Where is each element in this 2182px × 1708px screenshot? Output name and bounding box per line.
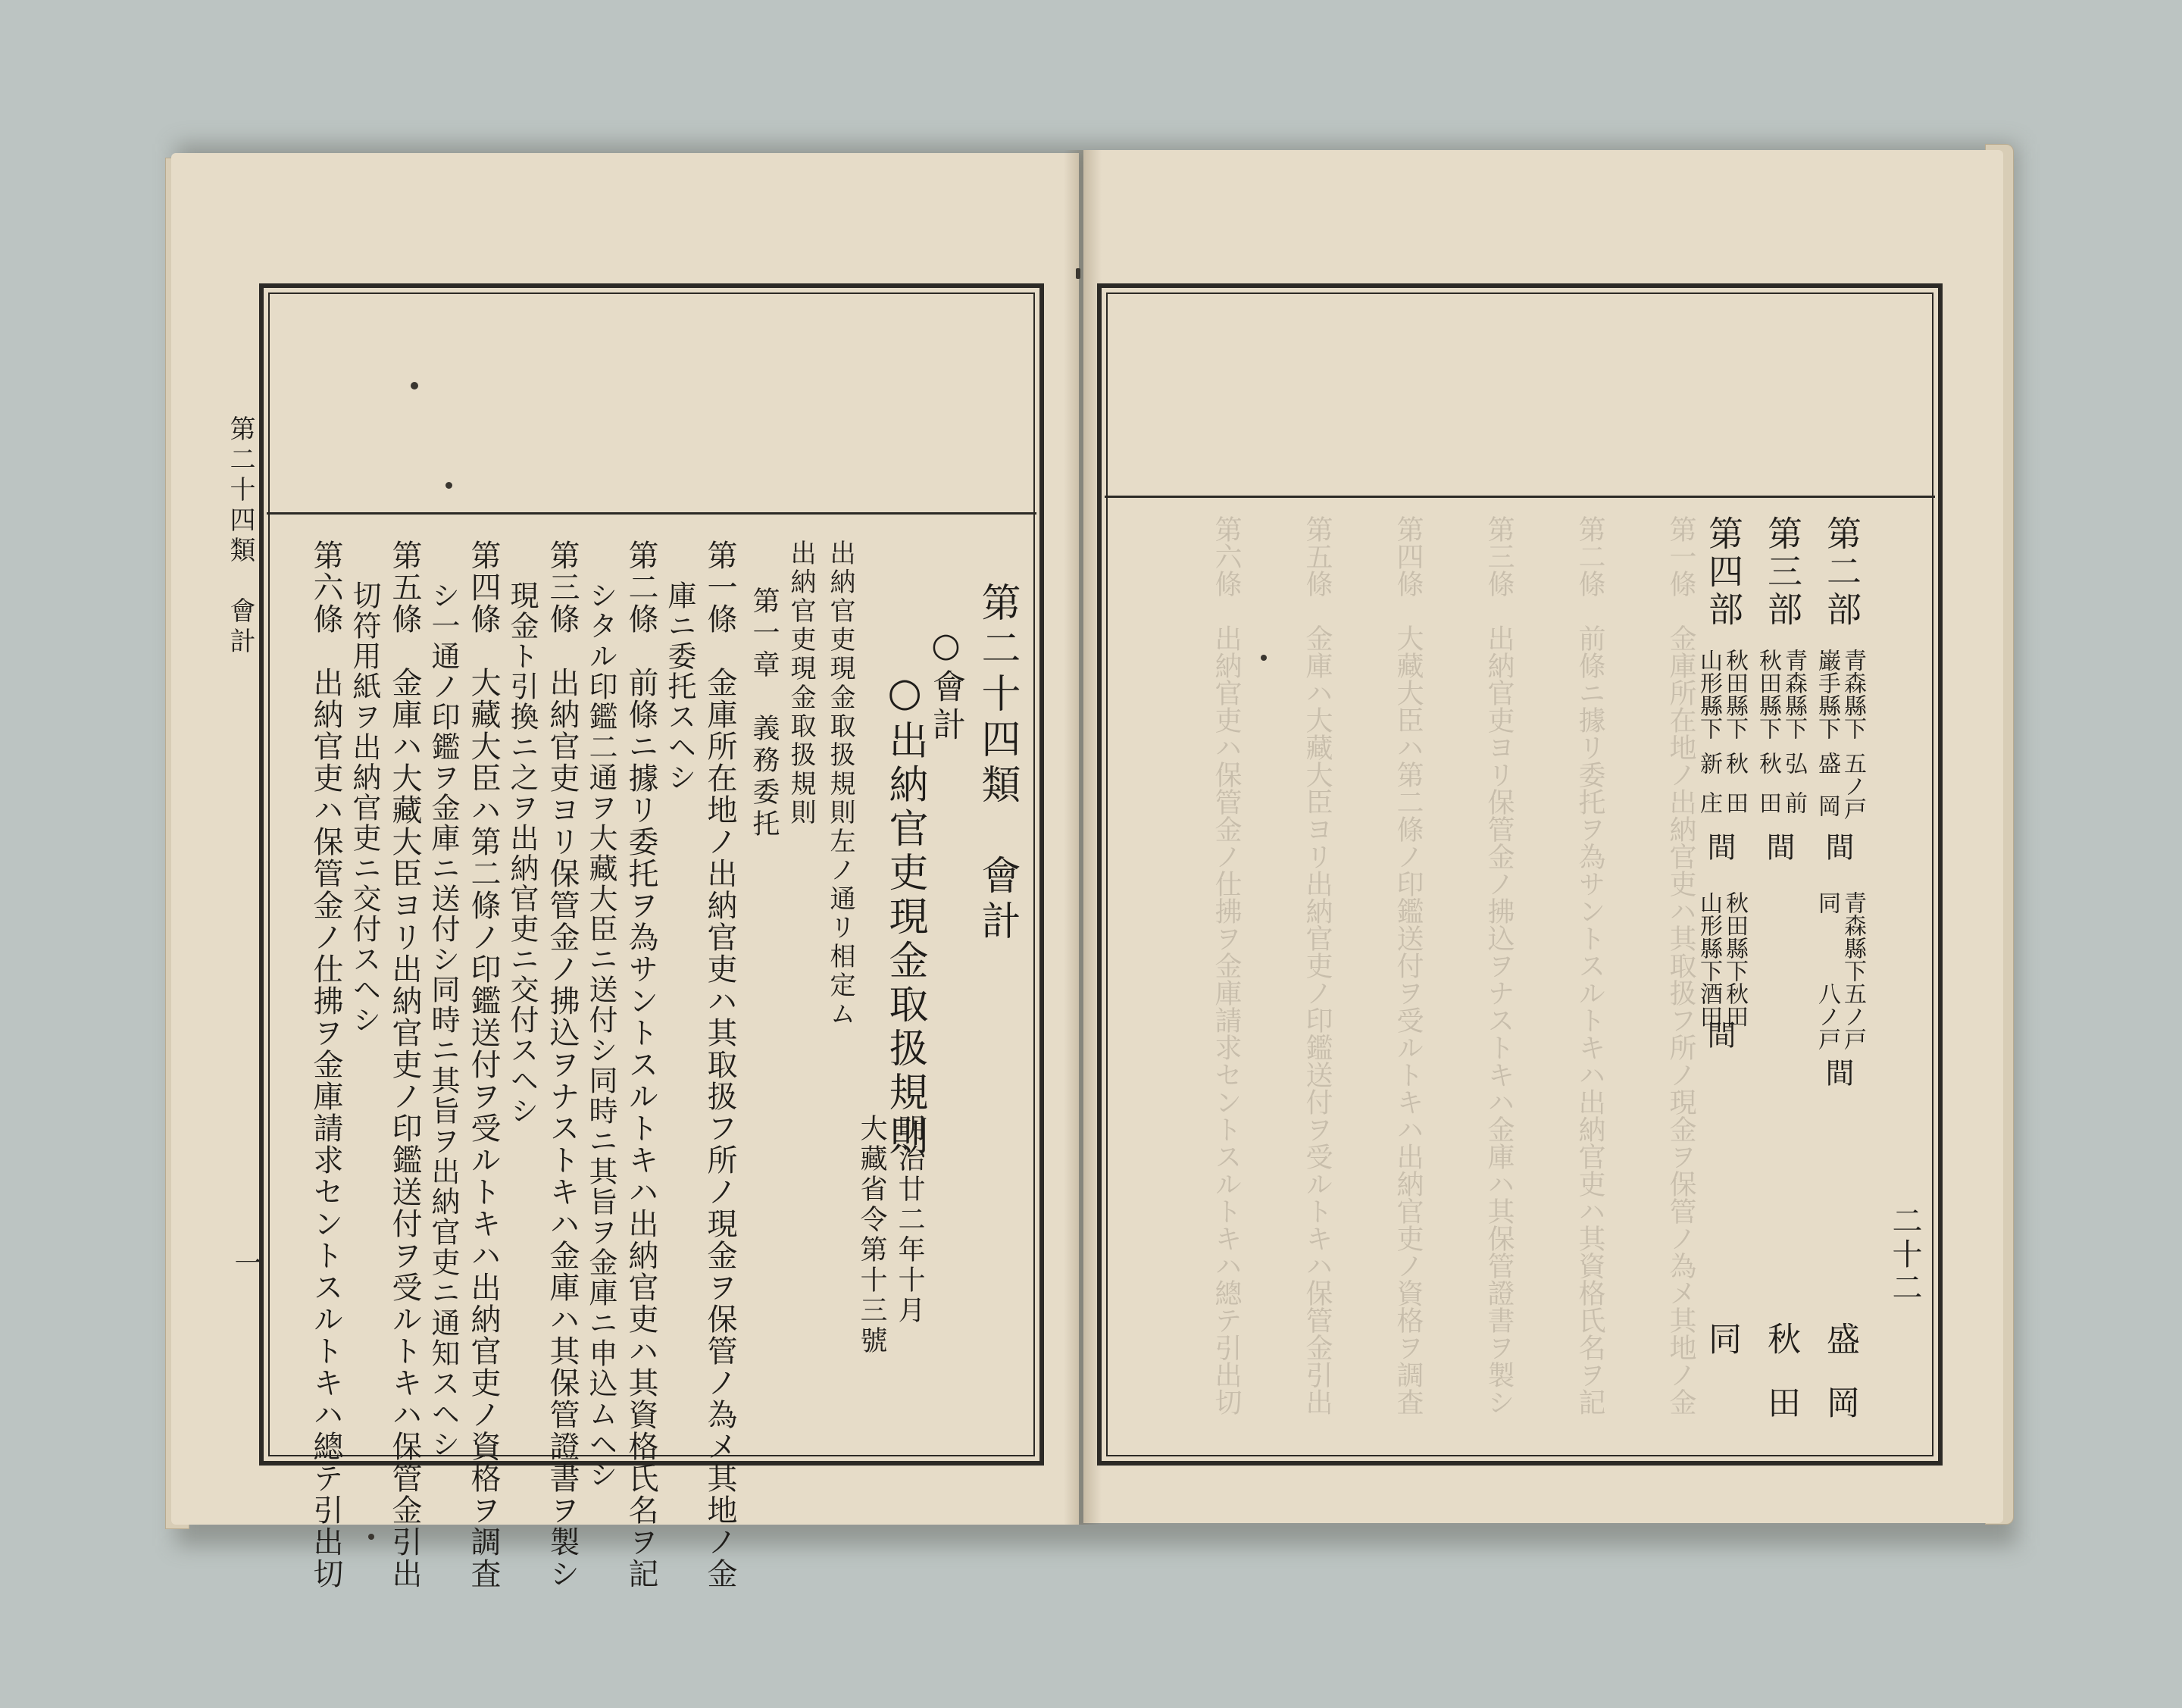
prefecture-name: 青森縣下 <box>1840 649 1866 740</box>
bleed-through-text: 第五條 金庫ハ大藏大臣ヨリ出納官吏ノ印鑑送付ヲ受ルトキハ保管金引出 <box>1302 515 1333 1416</box>
article-line: 第一條 金庫所在地ノ出納官吏ハ其取扱フ所ノ現金ヲ保管ノ為メ其地ノ金 <box>702 540 737 1590</box>
place-name: 秋田 <box>1755 752 1781 831</box>
paper-speck <box>411 382 418 389</box>
page-heading: 第二十四類 會計 <box>974 582 1020 946</box>
article-line: 現金ト引換ニ之ヲ出納官吏ニ交付スヘシ <box>505 580 539 1126</box>
left-header-rule <box>267 512 1036 515</box>
book-gutter <box>1064 150 1102 1525</box>
route-destination: 山形縣下酒田 <box>1696 891 1722 1028</box>
prefecture-name: 秋田縣下 <box>1755 649 1781 740</box>
article-line: 第六條 出納官吏ハ保管金ノ仕拂ヲ金庫請求セントスルトキハ總テ引出切 <box>308 540 343 1590</box>
decree-number: 大藏省令第十三號 <box>856 1114 887 1356</box>
article-line: シタル印鑑二通ヲ大藏大臣ニ送付シ同時ニ其旨ヲ金庫ニ申込ムヘシ <box>584 580 617 1490</box>
place-name: 盛岡 <box>1814 752 1840 837</box>
bleed-through-text: 第三條 出納官吏ヨリ保管金ノ拂込ヲナストキハ金庫ハ其保管證書ヲ製シ <box>1483 515 1515 1416</box>
route-destination: 同 八ノ戸 <box>1814 891 1840 1050</box>
between-marker: 間 <box>1702 832 1736 861</box>
paper-speck <box>368 1534 374 1540</box>
article-line: 庫ニ委托スヘシ <box>663 580 696 793</box>
article-line: 第二條 前條ニ據リ委托ヲ為サントスルトキハ出納官吏ハ其資格氏名ヲ記 <box>624 540 658 1590</box>
paper-speck <box>445 482 452 489</box>
article-line: 第五條 金庫ハ大藏大臣ヨリ出納官吏ノ印鑑送付ヲ受ルトキハ保管金引出 <box>387 540 422 1590</box>
paper-speck <box>1261 655 1267 661</box>
article-line: 第三條 出納官吏ヨリ保管金ノ拂込ヲナストキハ金庫ハ其保管證書ヲ製シ <box>545 540 580 1590</box>
route-destination: 青森縣下五ノ戸 <box>1840 891 1866 1050</box>
right-header-rule <box>1105 496 1935 498</box>
preamble: 出納官吏現金取扱規則左ノ通リ相定ム <box>825 540 855 1029</box>
enactment-date: 明治廿二年十月 <box>894 1114 925 1326</box>
district-label: 第二部 <box>1821 515 1862 629</box>
article-line: シ一通ノ印鑑ヲ金庫ニ送付シ同時ニ其旨ヲ出納官吏ニ通知スヘシ <box>427 580 460 1459</box>
prefecture-name: 山形縣下 <box>1696 649 1722 740</box>
place-name: 弘前 <box>1780 752 1807 831</box>
right-folio: 二十二 <box>1887 1205 1922 1305</box>
prefecture-name: 青森縣下 <box>1780 649 1807 740</box>
chapter-heading: 第一章 義務委托 <box>749 587 780 841</box>
article-line: 切符用紙ヲ出納官吏ニ交付スヘシ <box>348 580 381 1035</box>
district-label: 第三部 <box>1762 515 1803 629</box>
place-name: 新庄 <box>1696 752 1722 831</box>
office-name: 盛岡 <box>1821 1322 1859 1449</box>
left-folio: 一 <box>230 1249 261 1276</box>
bleed-through-text: 第六條 出納官吏ハ保管金ノ仕拂ヲ金庫請求セントスルトキハ總テ引出切 <box>1211 515 1242 1416</box>
running-head: 第二十四類 會計 <box>225 415 255 658</box>
regulation-title: ○出納官吏現金取扱規則 <box>882 670 927 1159</box>
place-name: 秋田 <box>1721 752 1748 831</box>
office-name: 秋田 <box>1762 1322 1800 1449</box>
between-marker: 間 <box>1821 1058 1854 1087</box>
office-name: 同 <box>1702 1322 1741 1355</box>
prefecture-name: 巌手縣下 <box>1814 649 1840 740</box>
bleed-through-text: 第一條 金庫所在地ノ出納官吏ハ其取扱フ所ノ現金ヲ保管ノ為メ其地ノ金 <box>1665 515 1696 1416</box>
article-line: 第四條 大藏大臣ハ第二條ノ印鑑送付ヲ受ルトキハ出納官吏ノ資格ヲ調査 <box>466 540 501 1590</box>
between-marker: 間 <box>1702 1020 1736 1049</box>
rule-name: 出納官吏現金取扱規則 <box>786 540 816 827</box>
between-marker: 間 <box>1762 832 1795 861</box>
bleed-through-text: 第四條 大藏大臣ハ第二條ノ印鑑送付ヲ受ルトキハ出納官吏ノ資格ヲ調査 <box>1393 515 1424 1416</box>
binding-thread <box>1076 268 1080 279</box>
place-name: 五ノ戸 <box>1840 752 1866 820</box>
route-destination: 秋田縣下秋田 <box>1721 891 1748 1028</box>
bleed-through-text: 第二條 前條ニ據リ委托ヲ為サントスルトキハ出納官吏ハ其資格氏名ヲ記 <box>1574 515 1605 1416</box>
district-label: 第四部 <box>1703 515 1744 629</box>
section-mark: ○會計 <box>927 626 965 745</box>
between-marker: 間 <box>1821 832 1854 861</box>
prefecture-name: 秋田縣下 <box>1721 649 1748 740</box>
